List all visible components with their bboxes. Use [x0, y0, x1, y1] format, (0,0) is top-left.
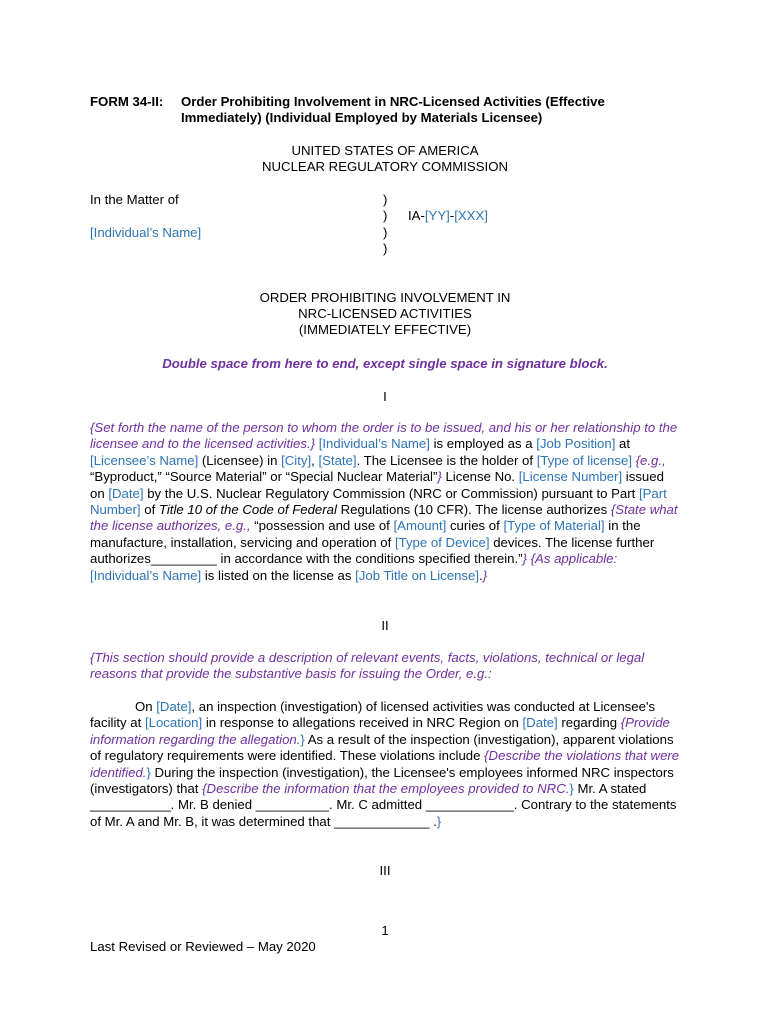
page-number: 1	[381, 923, 389, 938]
caption-paren: )	[383, 225, 388, 240]
section-numeral-iii: III	[379, 863, 391, 878]
section-ii-paragraph: On [Date], an inspection (investigation) of licensed activities was conducted at Licensee's facility at [Location] in response to allegations received in NRC Region on [Date] regarding {Provide information regarding the allegation.} As a result of the inspection (investigation), apparent violations of regulatory requirements were identified. These violations include {Describe the violations that were identified.} During the inspection (investigation), the Licensee's employees informed NRC inspectors (investigators) that {Describe the information that the employees provided to NRC.} Mr. A stated ___________. Mr. B denied __________. Mr. C admitted ____________. Contrary to the statements of Mr. A and Mr. B, it was determined that _____________ .}	[90, 699, 680, 829]
order-title-line1: ORDER PROHIBITING INVOLVEMENT IN	[259, 290, 511, 305]
form-title-line2: Immediately) (Individual Employed by Materials Licensee)	[181, 110, 543, 125]
form-id: FORM 34-II:	[90, 94, 164, 109]
section-numeral-i: I	[383, 389, 387, 404]
section-ii-instruction: {This section should provide a description of relevant events, facts, violations, technical or legal reasons that provide the substantive basis for issuing the Order, e.g.:	[90, 650, 645, 682]
caption-paren: )	[383, 192, 388, 207]
caption-paren: )	[383, 208, 388, 223]
spacing-note: Double space from here to end, except single space in signature block.	[162, 356, 608, 371]
section-numeral-ii: II	[381, 618, 389, 633]
order-title-line2: NRC-LICENSED ACTIVITIES	[298, 306, 472, 321]
order-title-line3: (IMMEDIATELY EFFECTIVE)	[298, 322, 472, 337]
matter-label: In the Matter of	[90, 192, 179, 207]
agency-line1: UNITED STATES OF AMERICA	[291, 143, 479, 158]
agency-line2: NUCLEAR REGULATORY COMMISSION	[262, 159, 508, 174]
caption-paren: )	[383, 241, 388, 256]
individual-name-field: [Individual’s Name]	[90, 225, 202, 240]
section-i-paragraph: {Set forth the name of the person to whom the order is to be issued, and his or her relationship to the licensee and to the licensed activities.} [Individual’s Name] is employed as a [Job Position] at [Licensee’s Name] (Licensee) in [City], [State]. The Licensee is the holder of [Type of license] {e.g., “Byproduct,” “Source Material” or “Special Nuclear Material”} License No. [License Number] issued on [Date] by the U.S. Nuclear Regulatory Commission (NRC or Commission) pursuant to Part [Part Number] of Title 10 of the Code of Federal Regulations (10 CFR). The license authorizes {State what the license authorizes, e.g., “possession and use of [Amount] curies of [Type of Material] in the manufacture, installation, servicing and operation of [Type of Device] devices. The license further authorizes_________ in accordance with the conditions specified therein.”} {As applicable: [Individual’s Name] is listed on the license as [Job Title on License].}	[90, 420, 678, 583]
revision-note: Last Revised or Reviewed – May 2020	[90, 939, 316, 954]
docket-number: IA-[YY]-[XXX]	[408, 208, 488, 223]
form-title-line1: Order Prohibiting Involvement in NRC-Licensed Activities (Effective	[181, 94, 605, 109]
